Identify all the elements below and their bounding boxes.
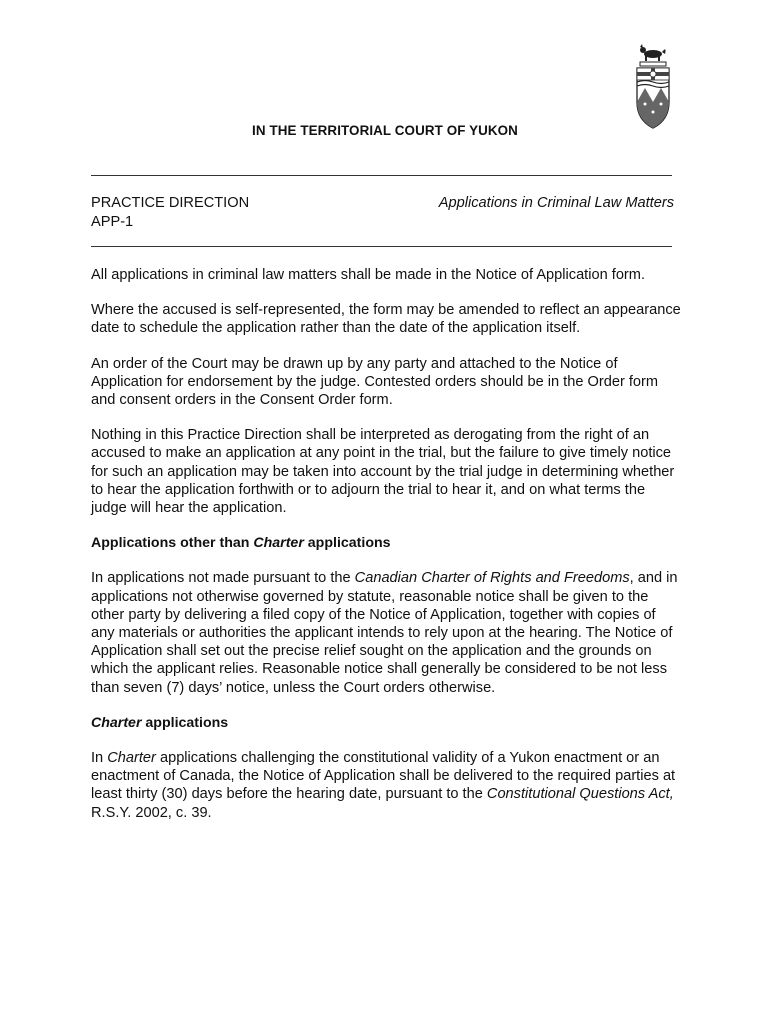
text-run: In applications not made pursuant to the xyxy=(91,570,355,587)
text-run: applications challenging the constitutional validity of a Yukon enactment or an enactment of Canada, the Notice of Application shall be delivered to the required parties at least thirty (30) days before the hearing date, pursuant to the xyxy=(91,750,676,803)
text-run-italic: Constitutional Questions Act, xyxy=(486,786,674,803)
top-divider xyxy=(91,175,672,176)
practice-direction-label: PRACTICE DIRECTION xyxy=(91,195,250,211)
text-run-italic: Canadian Charter of Rights and Freedoms xyxy=(354,570,630,587)
practice-direction-number: APP-1 xyxy=(91,213,134,230)
shield-icon xyxy=(637,68,669,128)
text-run: R.S.Y. 2002, c. 39. xyxy=(91,804,212,821)
heading-non-charter-applications xyxy=(91,534,681,552)
yukon-coat-of-arms xyxy=(632,42,674,130)
text-run: In xyxy=(91,750,108,767)
paragraph-order-of-court: An order of the Court may be drawn up by any party and attached to the Notice of Application for endorsement by the judge. Contested orders should be in the Order form and consent orders in the Consent Order form. xyxy=(91,355,659,409)
heading-text-charter: Charter xyxy=(91,714,142,731)
court-title: IN THE TERRITORIAL COURT OF YUKON xyxy=(252,123,518,138)
heading-charter-applications xyxy=(91,714,681,732)
heading-text-pre: Applications other than xyxy=(91,535,254,552)
practice-direction-subject: Applications in Criminal Law Matters xyxy=(438,195,674,211)
heading-text-charter: Charter xyxy=(253,535,304,552)
document-body xyxy=(91,266,681,839)
bottom-divider xyxy=(91,246,672,247)
practice-direction-id xyxy=(91,194,249,231)
paragraph-self-represented: Where the accused is self-represented, the form may be amended to reflect an appearance date to schedule the application rather than the date of the application itself. xyxy=(91,302,681,337)
malamute-crest-icon xyxy=(640,44,666,61)
text-run: , and in applications not otherwise governed by statute, reasonable notice shall be given to the other party by delivering a filed copy of the Notice of Application, together with copies of any materials or authorities the applicant intends to rely upon at the hearing. The Notice of Application shall set out the precise relief sought on the application and the grounds on which the applicant relies. Reasonable notice shall generally be considered to be not less than seven (7) days’ notice, unless the Court orders otherwise. xyxy=(91,570,678,696)
heading-text-post: applications xyxy=(303,535,391,552)
paragraph-constitutional-validity xyxy=(91,749,681,822)
paragraph-notice-form: All applications in criminal law matters shall be made in the Notice of Application form. xyxy=(91,267,646,283)
heading-text-post: applications xyxy=(141,714,229,731)
paragraph-reasonable-notice xyxy=(91,569,681,696)
paragraph-no-derogation: Nothing in this Practice Direction shall be interpreted as derogating from the right of an accused to make an application at any point in the trial, but the failure to give timely notice for such an application may be taken into account by the trial judge in determining whether to hear the application forthwith or to adjourn the trial to hear it, and on what terms the judge will hear the application. xyxy=(91,427,675,517)
text-run-italic: Charter xyxy=(107,750,156,767)
